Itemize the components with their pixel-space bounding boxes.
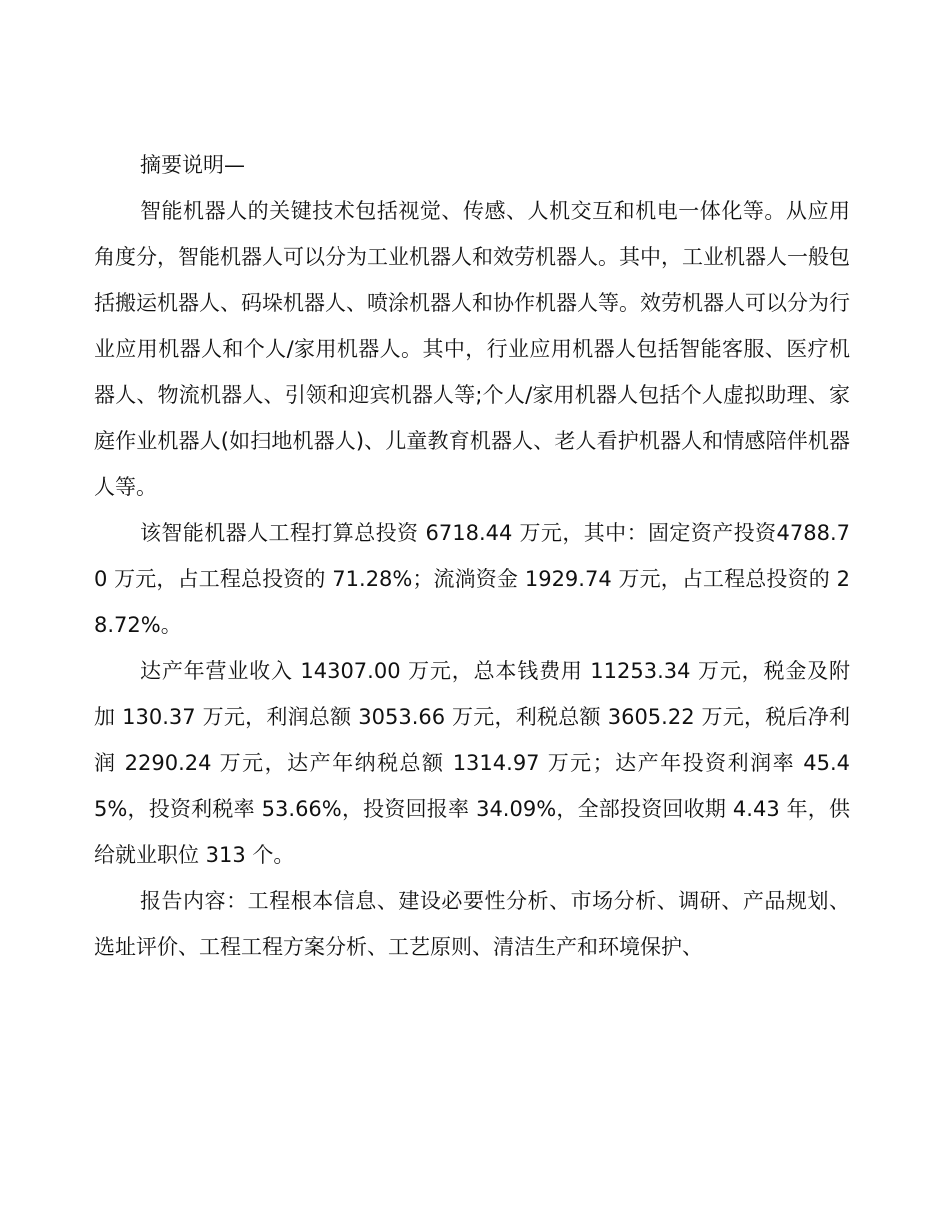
summary-heading: 摘要说明— bbox=[140, 153, 245, 177]
paragraph-robot-technology: 智能机器人的关键技术包括视觉、传感、人机交互和机电一体化等。从应用角度分，智能机器人可以分为工业机器人和效劳机器人。其中，工业机器人一般包括搬运机器人、码垛机器人、喷涂机器人和协作机器人等。效劳机器人可以分为行业应用机器人和个人/家用机器人。其中，行业应用机器人包括智能客服、医疗机器人、物流机器人、引领和迎宾机器人等;个人/家用机器人包括个人虚拟助理、家庭作业机器人(如扫地机器人)、儿童教育机器人、老人看护机器人和情感陪伴机器人等。 bbox=[94, 199, 850, 499]
paragraph-investment: 该智能机器人工程打算总投资 6718.44 万元，其中：固定资产投资4788.70 万元，占工程总投资的 71.28%；流淌资金 1929.74 万元，占工程总投资的 28.72%。 bbox=[94, 521, 850, 637]
paragraph-financials: 达产年营业收入 14307.00 万元，总本钱费用 11253.34 万元，税金及附加 130.37 万元，利润总额 3053.66 万元，利税总额 3605.22 万元，税后净利润 2290.24 万元，达产年纳税总额 1314.97 万元；达产年投资利润率 45.45%，投资利税率 53.66%，投资回报率 34.09%，全部投资回收期 4.43 年，供给就业职位 313 个。 bbox=[94, 659, 850, 867]
paragraph-report-contents: 报告内容：工程根本信息、建设必要性分析、市场分析、调研、产品规划、选址评价、工程工程方案分析、工艺原则、清洁生产和环境保护、 bbox=[94, 889, 850, 959]
document-body bbox=[94, 142, 850, 970]
